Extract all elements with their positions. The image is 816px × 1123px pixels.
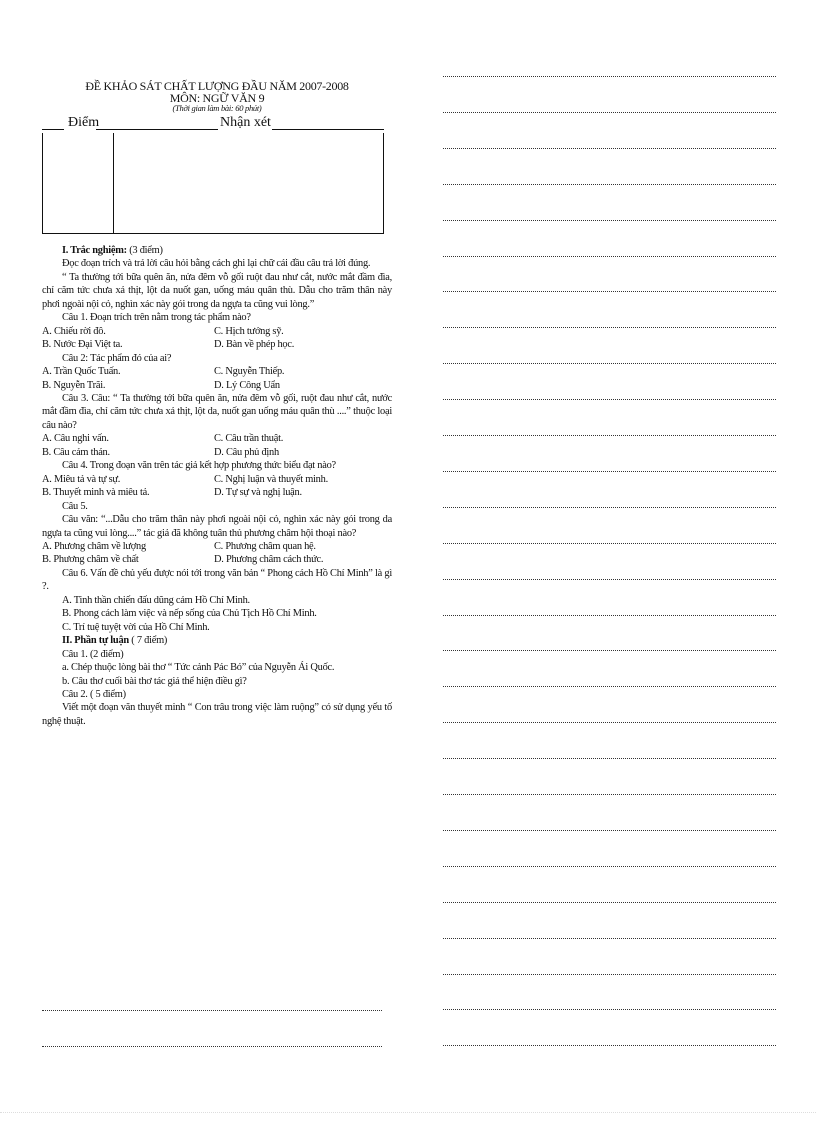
answer-line [443, 507, 776, 508]
answer-line [443, 938, 776, 939]
grade-box-divider [113, 133, 114, 233]
q3-option-b: B. Câu cảm thán. [42, 446, 110, 458]
answer-line [443, 830, 776, 831]
q1-option-d: D. Bàn về phép học. [214, 339, 295, 351]
question-1: Câu 1. Đoạn trích trên nằm trong tác phẩm nào? [62, 312, 251, 324]
part2-heading-note: ( 7 điểm) [128, 635, 168, 647]
answer-line [443, 184, 776, 185]
q5-option-c: C. Phương châm quan hệ. [214, 540, 316, 552]
answer-line [443, 256, 776, 257]
excerpt-text: “ Ta thường tới bữa quên ăn, nửa đêm vỗ gối ruột đau như cắt, nước mắt đầm đìa, chỉ căm tức chưa xả thịt, lột da nuốt gan, uống máu quân thù. Dẫu cho trăm thân này phơi ngoài nội cỏ, nghìn xác này gói trong da ngựa ta cũng vui lòng.” [42, 271, 392, 310]
q2-option-c: C. Nguyễn Thiếp. [214, 366, 285, 378]
answer-line [443, 686, 776, 687]
answer-line [443, 76, 776, 77]
part1-heading-note: (3 điểm) [126, 245, 163, 256]
q6-option-b: B. Phong cách làm việc và nếp sống của Chủ Tịch Hồ Chí Minh. [62, 608, 317, 620]
answer-line [443, 794, 776, 795]
q4-option-a: A. Miêu tả và tự sự. [42, 473, 121, 485]
q1-option-c: C. Hịch tướng sỹ. [214, 325, 284, 337]
q5-options-row1 [42, 540, 392, 553]
answer-line [443, 363, 776, 364]
q2-option-d: D. Lý Công Uẩn [214, 379, 280, 391]
answer-line [443, 435, 776, 436]
answer-line [443, 902, 776, 903]
answer-line [443, 866, 776, 867]
question-2: Câu 2: Tác phẩm đó của ai? [62, 352, 172, 364]
answer-line [443, 399, 776, 400]
q1-option-b: B. Nước Đại Việt ta. [42, 339, 123, 351]
answer-line [443, 220, 776, 221]
left-column [42, 80, 392, 728]
q4-option-c: C. Nghị luận và thuyết minh. [214, 473, 328, 485]
part2-heading [42, 634, 392, 647]
exam-subject: MÔN: NGỮ VĂN 9 [169, 91, 265, 105]
part1-instruction: Đọc đoạn trích và trả lời câu hỏi bằng cách ghi lại chữ cái đầu câu trả lời đúng. [62, 258, 371, 270]
answer-line [443, 1045, 776, 1046]
part2-heading-label: II. Phần tự luận [62, 635, 129, 647]
q5-option-d: D. Phương châm cách thức. [214, 554, 324, 566]
answer-line [443, 974, 776, 975]
q1-option-a: A. Chiếu rời đô. [42, 325, 106, 337]
q5-option-a: A. Phương châm về lượng [42, 540, 146, 552]
comment-label: Nhận xét [220, 115, 271, 130]
question-6: Câu 6. Vấn đề chủ yếu được nói tới trong văn bản “ Phong cách Hồ Chí Minh” là gì ?. [42, 567, 392, 593]
answer-line [42, 1046, 382, 1047]
question-5-text: Câu văn: “...Dẫu cho trăm thân này phơi ngoài nội cỏ, nghìn xác này gói trong da ngựa ta cũng vui lòng....” tác giả đã không tuân thủ phương châm hội thoại nào? [42, 514, 392, 539]
answer-line [443, 112, 776, 113]
page-bottom-border [0, 1112, 816, 1113]
score-label: Điểm [68, 115, 100, 130]
essay-question-1a: a. Chép thuộc lòng bài thơ “ Tức cảnh Pác Bó” của Nguyễn Ái Quốc. [62, 662, 335, 674]
essay-question-2-text: Viết một đoạn văn thuyết minh “ Con trâu trong việc làm ruộng” có sử dụng yếu tố nghệ thuật. [42, 702, 392, 727]
exam-header [42, 80, 392, 113]
answer-line [443, 148, 776, 149]
essay-question-1b: b. Câu thơ cuối bài thơ tác giả thể hiện điều gì? [62, 675, 247, 687]
answer-line [443, 543, 776, 544]
q5-options-row2 [42, 553, 392, 566]
q1-options-row2 [42, 338, 392, 351]
exam-title: ĐỀ KHẢO SÁT CHẤT LƯỢNG ĐẦU NĂM 2007-2008 [85, 79, 349, 93]
answer-line [443, 650, 776, 651]
grade-box [42, 133, 384, 234]
answer-line [443, 722, 776, 723]
answer-line [443, 615, 776, 616]
answer-line [443, 1009, 776, 1010]
q3-options-row2 [42, 446, 392, 459]
q3-options-row1 [42, 432, 392, 445]
essay-question-2: Câu 2. ( 5 điểm) [62, 688, 126, 700]
q3-option-c: C. Câu trần thuật. [214, 433, 284, 445]
q2-option-b: B. Nguyễn Trãi. [42, 379, 106, 391]
answer-line [443, 471, 776, 472]
q4-options-row1 [42, 473, 392, 486]
part1-heading-label: I. Trắc nghiệm: [62, 245, 127, 256]
essay-question-1: Câu 1. (2 điểm) [62, 648, 124, 660]
q2-options-row2 [42, 379, 392, 392]
q2-option-a: A. Trần Quốc Tuấn. [42, 366, 121, 378]
answer-line [443, 291, 776, 292]
q4-option-d: D. Tự sự và nghị luận. [214, 487, 302, 499]
answer-line [443, 758, 776, 759]
q5-option-b: B. Phương châm về chất [42, 554, 139, 566]
q4-options-row2 [42, 486, 392, 499]
q6-option-c: C. Trí tuệ tuyệt vời của Hồ Chí Minh. [62, 621, 210, 633]
question-4: Câu 4. Trong đoạn văn trên tác giả kết hợp phương thức biểu đạt nào? [62, 460, 336, 472]
q4-option-b: B. Thuyết minh và miêu tả. [42, 487, 150, 499]
q2-options-row1 [42, 365, 392, 378]
q6-option-a: A. Tinh thần chiến đấu dũng cảm Hồ Chí Minh. [62, 594, 250, 606]
q3-option-d: D. Câu phủ định [214, 446, 279, 458]
q1-options-row1 [42, 325, 392, 338]
answer-line [443, 579, 776, 580]
answer-line [443, 327, 776, 328]
q3-option-a: A. Câu nghi vấn. [42, 433, 109, 445]
exam-content [42, 244, 392, 728]
grade-box-labels [42, 113, 392, 133]
question-5: Câu 5. [62, 500, 88, 512]
part1-heading [42, 244, 392, 257]
exam-time: (Thời gian làm bài: 60 phút) [172, 103, 262, 113]
question-3: Câu 3. Câu: “ Ta thường tới bữa quên ăn, nửa đêm vỗ gối, ruột đau như cắt, nước mắt đầm đìa, chỉ căm tức chưa xả thịt, lột da, nuốt gan uống máu quân thù ....” thuộc loại câu nào? [42, 392, 392, 431]
answer-line [42, 1010, 382, 1011]
